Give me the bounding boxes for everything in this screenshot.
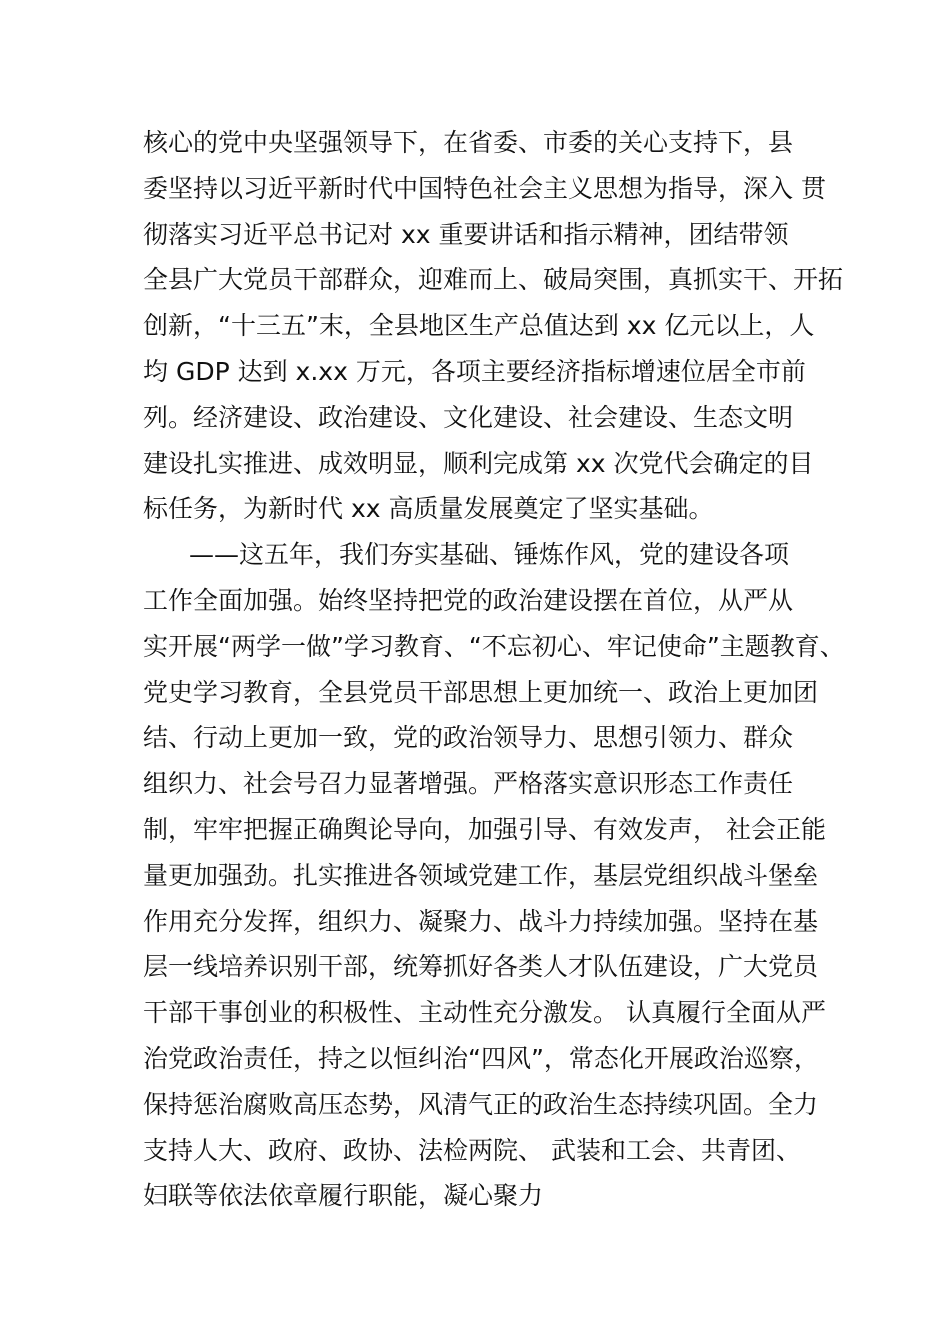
text-line: 工作全面加强。始终坚持把党的政治建设摆在首位，从严从 — [143, 585, 794, 615]
text-line: 党史学习教育，全县党员干部思想上更加统一、政治上更加团 — [143, 677, 819, 707]
text-line: 建设扎实推进、成效明显，顺利完成第 xx 次党代会确定的目 — [143, 448, 814, 478]
text-line: 保持惩治腐败高压态势，风清气正的政治生态持续巩固。全力 — [143, 1089, 819, 1119]
text-line: 全县广大党员干部群众，迎难而上、破局突围，真抓实干、开拓 — [143, 265, 844, 295]
text-line: 创新，“十三五”末，全县地区生产总值达到 xx 亿元以上，人 — [143, 311, 815, 341]
text-line: 列。经济建设、政治建设、文化建设、社会建设、生态文明 — [143, 402, 794, 432]
text-line: 彻落实习近平总书记对 xx 重要讲话和指示精神，团结带领 — [143, 219, 789, 249]
body-text — [143, 120, 845, 1219]
text-line: 量更加强劲。扎实推进各领域党建工作，基层党组织战斗堡垒 — [143, 860, 819, 890]
text-line: 标任务，为新时代 xx 高质量发展奠定了坚实基础。 — [143, 494, 714, 524]
text-line: 作用充分发挥，组织力、凝聚力、战斗力持续加强。坚持在基 — [143, 906, 819, 936]
text-line: 妇联等依法依章履行职能，凝心聚力 — [143, 1181, 544, 1211]
text-line: 均 GDP 达到 x.xx 万元，各项主要经济指标增速位居全市前 — [143, 356, 806, 386]
text-line: 干部干事创业的积极性、主动性充分激发。 认真履行全面从严 — [143, 998, 826, 1028]
text-line: 制，牢牢把握正确舆论导向，加强引导、有效发声， 社会正能 — [143, 814, 826, 844]
text-line: 实开展“两学一做”学习教育、“不忘初心、牢记使命”主题教育、 — [143, 631, 845, 661]
text-line: 治党政治责任，持之以恒纠治“四风”，常态化开展政治巡察， — [143, 1043, 819, 1073]
text-line: 支持人大、政府、政协、法检两院、 武装和工会、共青团、 — [143, 1135, 801, 1165]
text-line: 层一线培养识别干部，统筹抓好各类人才队伍建设，广大党员 — [143, 952, 819, 982]
text-line: 核心的党中央坚强领导下，在省委、市委的关心支持下，县 — [143, 128, 794, 157]
text-line: 委坚持以习近平新时代中国特色社会主义思想为指导，深入 贯 — [143, 173, 826, 203]
paragraph-start-line: ——这五年，我们夯实基础、锤炼作风，党的建设各项 — [189, 540, 790, 570]
text-line: 结、行动上更加一致，党的政治领导力、思想引领力、群众 — [143, 723, 794, 753]
text-line: 组织力、社会号召力显著增强。严格落实意识形态工作责任 — [143, 769, 794, 799]
